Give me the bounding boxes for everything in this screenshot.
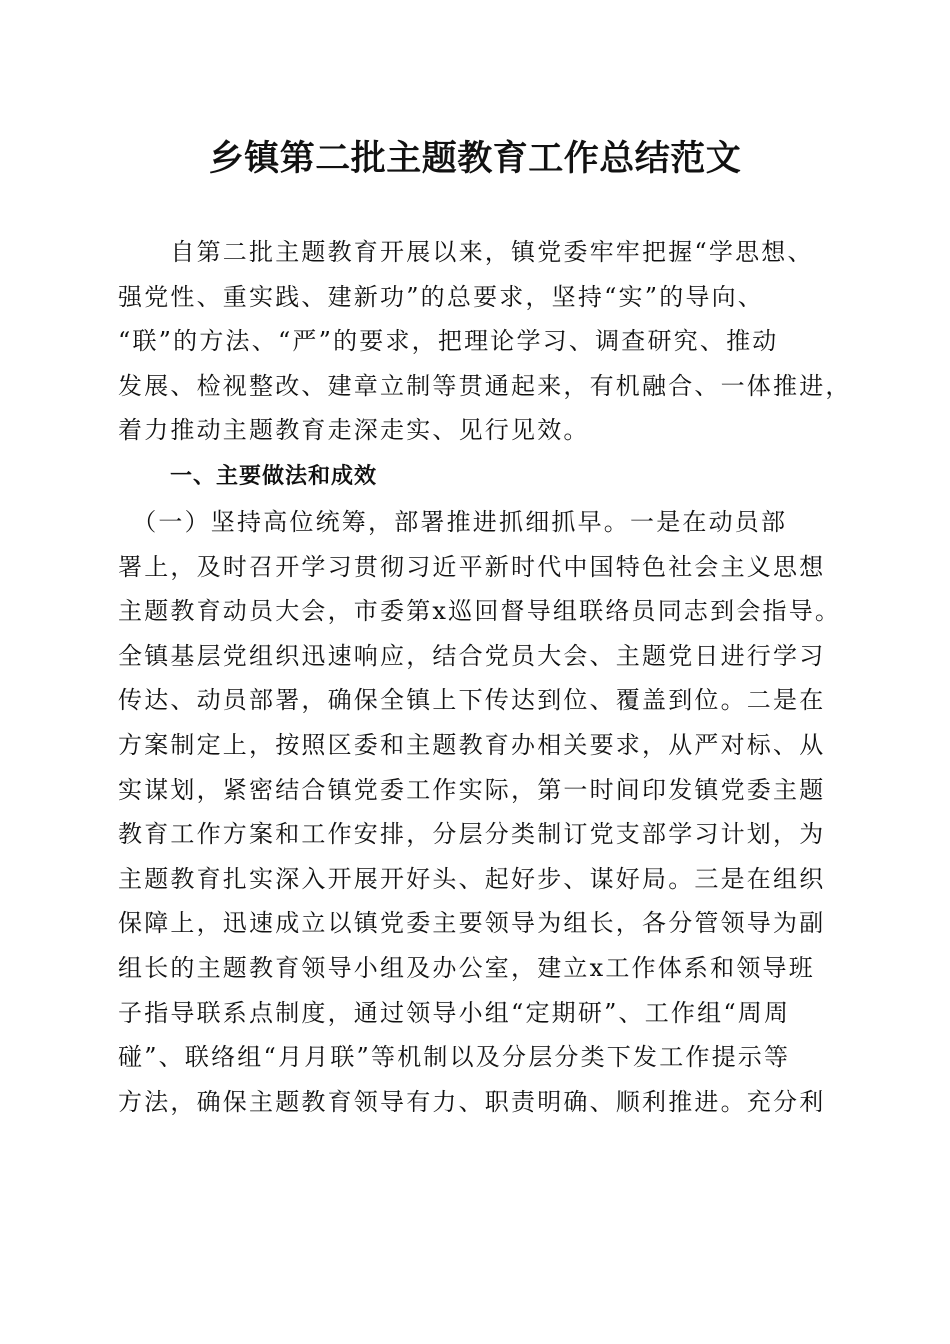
body-paragraph (118, 500, 842, 1124)
section-heading: 一、主要做法和成效 (170, 464, 378, 489)
intro-line: 强党性、重实践、建新功”的总要求，坚持“实”的导向、 (118, 282, 765, 311)
paragraph-line: 署上，及时召开学习贯彻习近平新时代中国特色社会主义思想 (118, 552, 826, 581)
paragraph-line: 传达、动员部署，确保全镇上下传达到位、覆盖到位。二是在 (118, 686, 826, 715)
intro-line: 自第二批主题教育开展以来，镇党委牢牢把握“学思想、 (118, 238, 814, 266)
paragraph-line: 子指导联系点制度，通过领导小组“定期研”、工作组“周周 (118, 998, 791, 1027)
paragraph-line: 方法，确保主题教育领导有力、职责明确、顺利推进。充分利 (118, 1087, 826, 1116)
document-title: 乡镇第二批主题教育工作总结范文 (208, 138, 742, 179)
paragraph-line: 碰”、联络组“月月联”等机制以及分层分类下发工作提示等 (118, 1043, 791, 1072)
paragraph-line: 组长的主题教育领导小组及办公室，建立x工作体系和领导班 (118, 953, 815, 982)
intro-paragraph (118, 230, 852, 453)
paragraph-line: 教育工作方案和工作安排，分层分类制订党支部学习计划，为 (118, 820, 826, 849)
paragraph-line: 方案制定上，按照区委和主题教育办相关要求，从严对标、从 (118, 730, 826, 759)
paragraph-line: 主题教育动员大会，市委第x巡回督导组联络员同志到会指导。 (118, 597, 842, 626)
paragraph-line: 全镇基层党组织迅速响应，结合党员大会、主题党日进行学习 (118, 641, 826, 670)
paragraph-line: 主题教育扎实深入开展开好头、起好步、谋好局。三是在组织 (118, 864, 826, 893)
intro-line: 着力推动主题教育走深走实、见行见效。 (118, 416, 590, 445)
paragraph-line: 保障上，迅速成立以镇党委主要领导为组长，各分管领导为副 (118, 909, 826, 938)
paragraph-line: 实谋划，紧密结合镇党委工作实际，第一时间印发镇党委主题 (118, 775, 826, 804)
intro-line: “联”的方法、“严”的要求，把理论学习、调查研究、推动 (118, 327, 779, 356)
paragraph-line: （一）坚持高位统筹，部署推进抓细抓早。一是在动员部 (118, 508, 788, 536)
intro-line: 发展、检视整改、建章立制等贯通起来，有机融合、一体推进， (118, 371, 852, 400)
